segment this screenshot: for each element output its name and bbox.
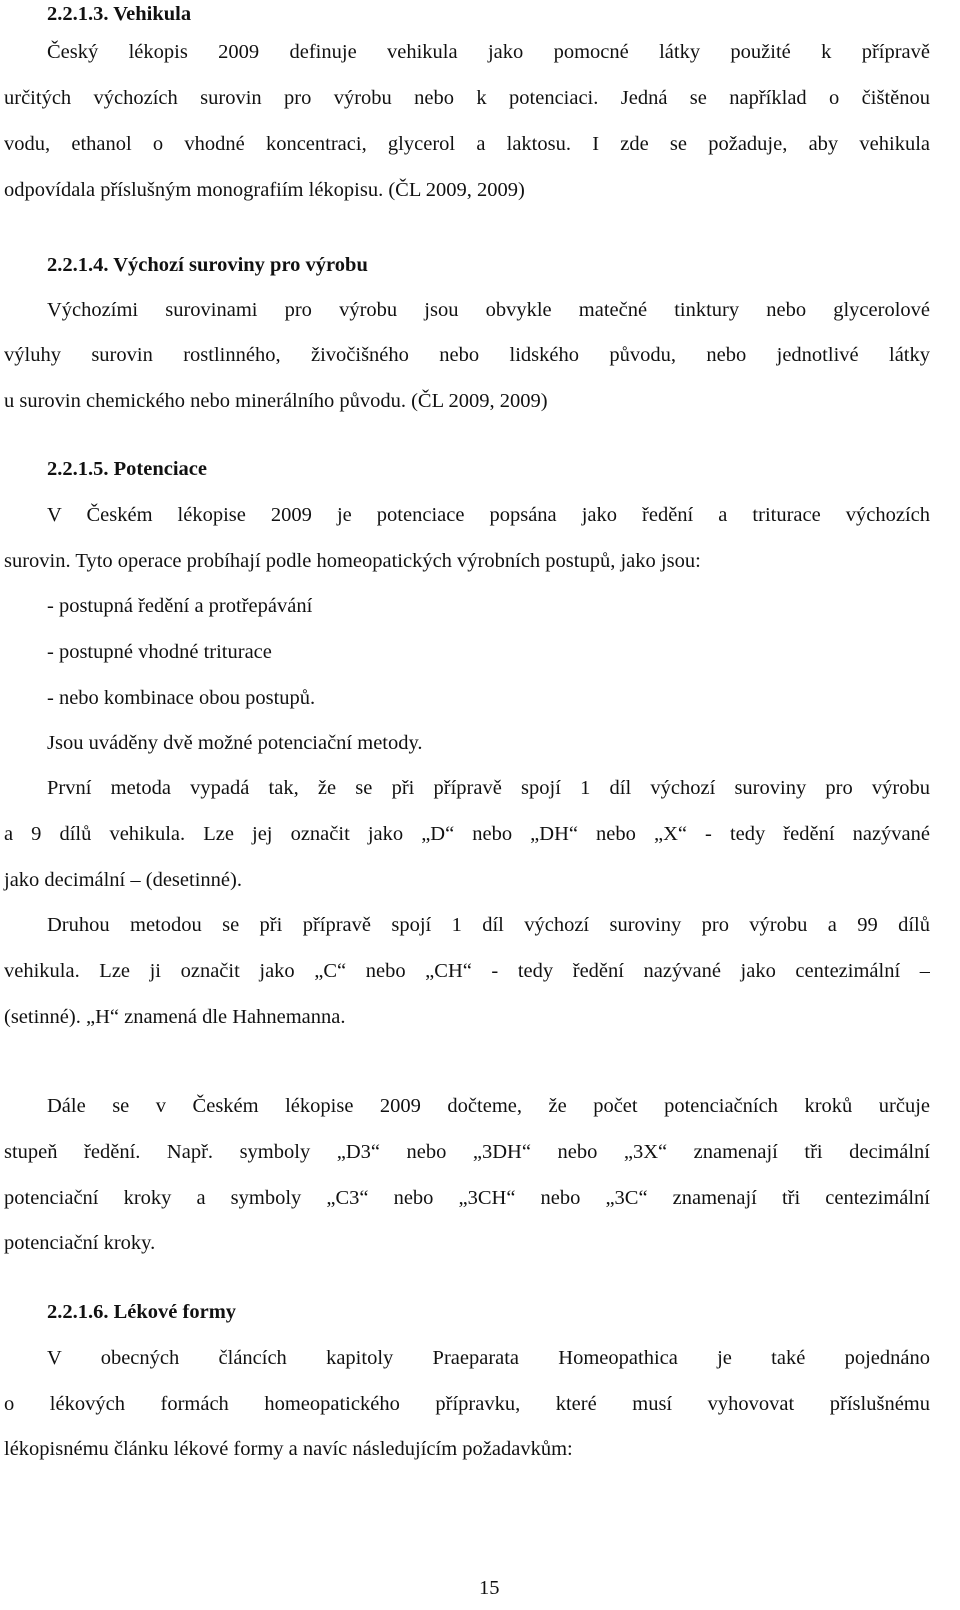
paragraph-line: Dále se v Českém lékopise 2009 dočteme, že počet potenciačních kroků určuje <box>47 1095 930 1117</box>
paragraph-line: (setinné). „H“ znamená dle Hahnemanna. <box>4 1006 346 1028</box>
section-heading-lekove-formy: 2.2.1.6. Lékové formy <box>47 1301 237 1323</box>
paragraph-line: o lékových formách homeopatického přípravku, které musí vyhovovat příslušnému <box>4 1393 930 1415</box>
paragraph-line: vodu, ethanol o vhodné koncentraci, glycerol a laktosu. I zde se požaduje, aby vehikula <box>4 133 930 155</box>
section-heading-vychozi-suroviny: 2.2.1.4. Výchozí suroviny pro výrobu <box>47 254 368 276</box>
paragraph-line: a 9 dílů vehikula. Lze jej označit jako „D“ nebo „DH“ nebo „X“ - tedy ředění nazývané <box>4 823 930 845</box>
section-heading-potenciace: 2.2.1.5. Potenciace <box>47 458 207 480</box>
list-item: - postupná ředění a protřepávání <box>47 595 313 617</box>
paragraph-line: jako decimální – (desetinné). <box>4 869 242 891</box>
paragraph-line: odpovídala příslušným monografiím lékopisu. (ČL 2009, 2009) <box>4 179 525 201</box>
paragraph-line: V Českém lékopise 2009 je potenciace popsána jako ředění a triturace výchozích <box>47 504 930 526</box>
paragraph-line: výluhy surovin rostlinného, živočišného nebo lidského původu, nebo jednotlivé látky <box>4 344 930 366</box>
list-item: - nebo kombinace obou postupů. <box>47 687 316 709</box>
list-item: - postupné vhodné triturace <box>47 641 272 663</box>
paragraph-line: Výchozími surovinami pro výrobu jsou obvykle matečné tinktury nebo glycerolové <box>47 299 930 321</box>
paragraph-line: lékopisnému článku lékové formy a navíc následujícím požadavkům: <box>4 1438 573 1460</box>
paragraph-line: Druhou metodou se při přípravě spojí 1 díl výchozí suroviny pro výrobu a 99 dílů <box>47 914 930 936</box>
paragraph-line: potenciační kroky. <box>4 1232 156 1254</box>
paragraph-line: určitých výchozích surovin pro výrobu nebo k potenciaci. Jedná se například o čištěnou <box>4 87 930 109</box>
paragraph-line: u surovin chemického nebo minerálního původu. (ČL 2009, 2009) <box>4 390 548 412</box>
paragraph-line: vehikula. Lze ji označit jako „C“ nebo „CH“ - tedy ředění nazývané jako centezimální – <box>4 960 930 982</box>
paragraph-line: V obecných článcích kapitoly Praeparata Homeopathica je také pojednáno <box>47 1347 930 1369</box>
paragraph-line: stupeň ředění. Např. symboly „D3“ nebo „3DH“ nebo „3X“ znamenají tři decimální <box>4 1141 930 1163</box>
paragraph-line: potenciační kroky a symboly „C3“ nebo „3CH“ nebo „3C“ znamenají tři centezimální <box>4 1187 930 1209</box>
paragraph-line: Jsou uváděny dvě možné potenciační metody. <box>47 732 423 754</box>
paragraph-line: surovin. Tyto operace probíhají podle homeopatických výrobních postupů, jako jsou: <box>4 550 701 572</box>
paragraph-line: První metoda vypadá tak, že se při přípravě spojí 1 díl výchozí suroviny pro výrobu <box>47 777 930 799</box>
paragraph-line: Český lékopis 2009 definuje vehikula jako pomocné látky použité k přípravě <box>47 41 930 63</box>
section-heading-vehikula: 2.2.1.3. Vehikula <box>47 3 192 25</box>
page-number: 15 <box>479 1577 500 1599</box>
